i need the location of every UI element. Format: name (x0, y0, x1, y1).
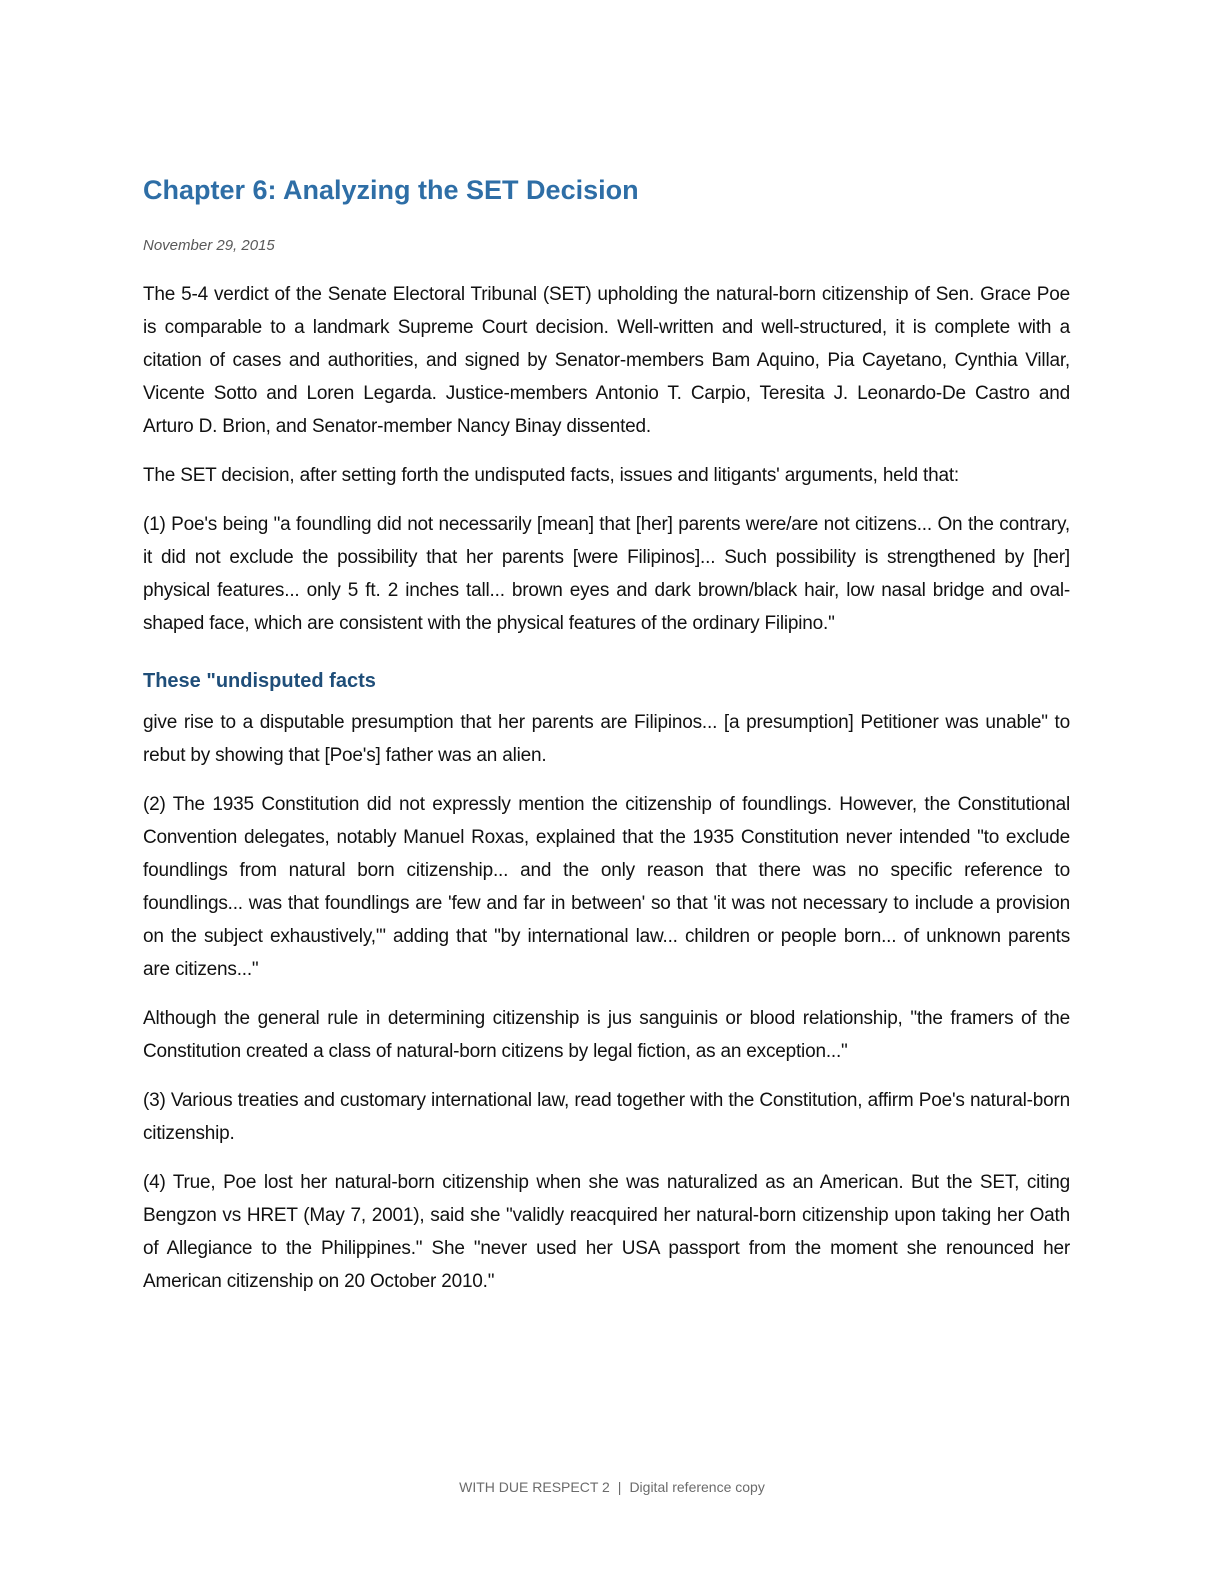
paragraph-set-decision: The SET decision, after setting forth the undisputed facts, issues and litigants' arguments, held that: (143, 465, 959, 486)
paragraph-point-1: (1) Poe's being "a foundling did not necessarily [mean] that [her] parents were/are not citizens... On the contrary, it did not exclude the possibility that her parents [were Filipinos]... Such possibility is strengthened by [her] physical features... only 5 ft. 2 inches tall... brown eyes and dark brown/black hair, low nasal bridge and oval-shaped face, which are consistent with the physical features of the ordinary Filipino." (143, 514, 1070, 634)
chapter-title: Chapter 6: Analyzing the SET Decision (143, 175, 639, 205)
page-footer (0, 1479, 1224, 1495)
paragraph-point-2: (2) The 1935 Constitution did not expressly mention the citizenship of foundlings. However, the Constitutional Convention delegates, notably Manuel Roxas, explained that the 1935 Constitution never intended "to exclude foundlings from natural born citizenship... and the only reason that there was no specific reference to foundlings... was that foundlings are 'few and far in between' so that 'it was not necessary to include a provision on the subject exhaustively,'" adding that "by international law... children or people born... of unknown parents are citizens..." (143, 794, 1070, 980)
publication-date: November 29, 2015 (143, 237, 275, 254)
paragraph-presumption: give rise to a disputable presumption that her parents are Filipinos... [a presumption] Petitioner was unable" to rebut by showing that [Poe's] father was an alien. (143, 712, 1070, 766)
paragraph-intro: The 5-4 verdict of the Senate Electoral Tribunal (SET) upholding the natural-born citizenship of Sen. Grace Poe is comparable to a landmark Supreme Court decision. Well-written and well-structured, it is complete with a citation of cases and authorities, and signed by Senator-members Bam Aquino, Pia Cayetano, Cynthia Villar, Vicente Sotto and Loren Legarda. Justice-members Antonio T. Carpio, Teresita J. Leonardo-De Castro and Arturo D. Brion, and Senator-member Nancy Binay dissented. (143, 284, 1070, 437)
paragraph-point-3: (3) Various treaties and customary international law, read together with the Constitution, affirm Poe's natural-born citizenship. (143, 1090, 1070, 1144)
document-page (143, 168, 1070, 1314)
section-subheading: These "undisputed facts (143, 670, 376, 692)
footer-book-title: WITH DUE RESPECT 2 (459, 1479, 610, 1495)
paragraph-point-4: (4) True, Poe lost her natural-born citizenship when she was naturalized as an American. But the SET, citing Bengzon vs HRET (May 7, 2001), said she "validly reacquired her natural-born citizenship upon taking her Oath of Allegiance to the Philippines." She "never used her USA passport from the moment she renounced her American citizenship on 20 October 2010." (143, 1172, 1070, 1292)
paragraph-jus-sanguinis: Although the general rule in determining citizenship is jus sanguinis or blood relationship, "the framers of the Constitution created a class of natural-born citizens by legal fiction, as an exception..." (143, 1008, 1070, 1062)
footer-separator: | (617, 1479, 622, 1495)
footer-note: Digital reference copy (629, 1479, 765, 1495)
